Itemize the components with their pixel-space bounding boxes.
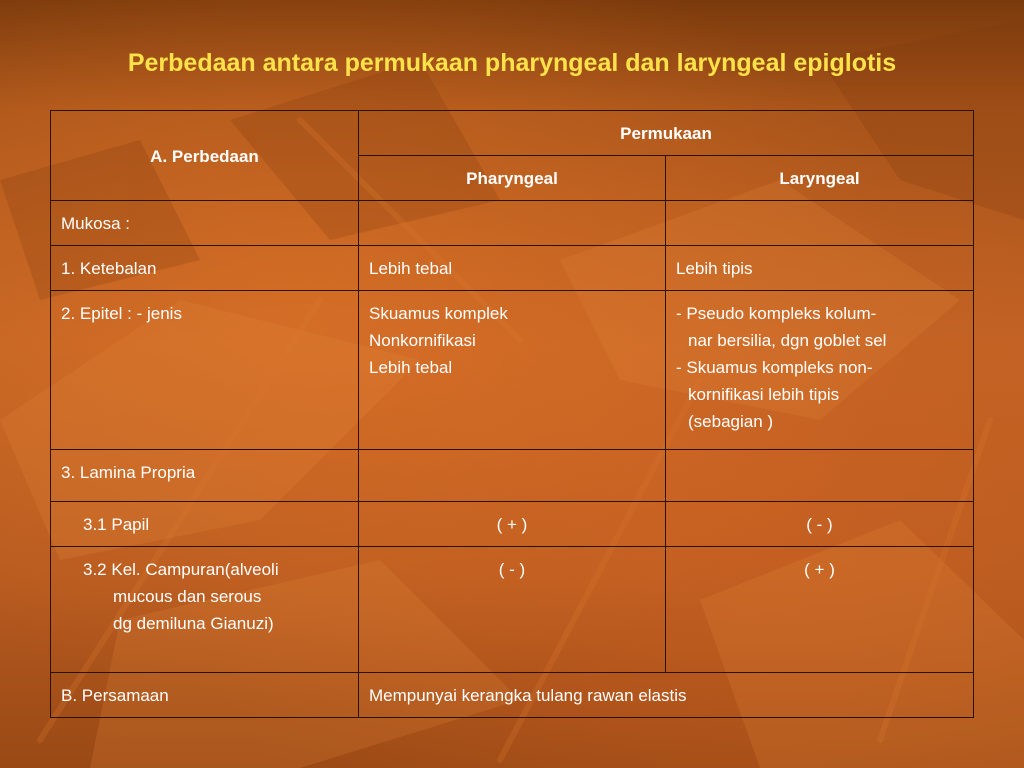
row-label: Mukosa :: [51, 201, 359, 246]
pharyngeal-cell: ( + ): [359, 502, 666, 547]
row-label: 1. Ketebalan: [51, 246, 359, 291]
pharyngeal-cell: [359, 201, 666, 246]
table-header-row: [51, 111, 974, 156]
laryngeal-cell: [666, 201, 974, 246]
cell-line: 3.2 Kel. Campuran(alveoli: [83, 560, 279, 579]
cell-line: mucous dan serous: [113, 587, 262, 606]
page-title: Perbedaan antara permukaan pharyngeal dan laryngeal epiglotis: [127, 49, 897, 77]
persamaan-cell: Mempunyai kerangka tulang rawan elastis: [359, 673, 974, 718]
laryngeal-cell: Lebih tipis: [666, 246, 974, 291]
cell-line: nar bersilia, dgn goblet sel: [688, 331, 887, 350]
row-label: [51, 547, 359, 673]
header-perbedaan: A. Perbedaan: [51, 111, 359, 201]
table-row-mukosa: [51, 201, 974, 246]
row-label: B. Persamaan: [51, 673, 359, 718]
table-row-persamaan: [51, 673, 974, 718]
cell-line: - Pseudo kompleks kolum-: [676, 304, 877, 323]
pharyngeal-cell: ( - ): [359, 547, 666, 673]
table-row-epitel: [51, 291, 974, 450]
header-permukaan: Permukaan: [359, 111, 974, 156]
laryngeal-cell: ( - ): [666, 502, 974, 547]
row-label: [51, 502, 359, 547]
header-pharyngeal: Pharyngeal: [359, 156, 666, 201]
cell-line: Nonkornifikasi: [369, 331, 476, 350]
table-row-campuran: [51, 547, 974, 673]
row-label-text: 3.1 Papil: [83, 515, 150, 534]
header-laryngeal: Laryngeal: [666, 156, 974, 201]
cell-line: dg demiluna Gianuzi): [113, 614, 274, 633]
row-label: 3. Lamina Propria: [51, 450, 359, 502]
pharyngeal-cell: [359, 450, 666, 502]
table-row-papil: [51, 502, 974, 547]
cell-line: kornifikasi lebih tipis: [688, 385, 840, 404]
laryngeal-cell: [666, 291, 974, 450]
cell-line: (sebagian ): [688, 412, 774, 431]
cell-line: - Skuamus kompleks non-: [676, 358, 873, 377]
pharyngeal-cell: Lebih tebal: [359, 246, 666, 291]
table-row-lamina: [51, 450, 974, 502]
laryngeal-cell: ( + ): [666, 547, 974, 673]
comparison-table: [50, 110, 974, 718]
table-row-ketebalan: [51, 246, 974, 291]
cell-line: Lebih tebal: [369, 358, 453, 377]
laryngeal-cell: [666, 450, 974, 502]
cell-line: Skuamus komplek: [369, 304, 508, 323]
row-label: 2. Epitel : - jenis: [51, 291, 359, 450]
pharyngeal-cell: [359, 291, 666, 450]
